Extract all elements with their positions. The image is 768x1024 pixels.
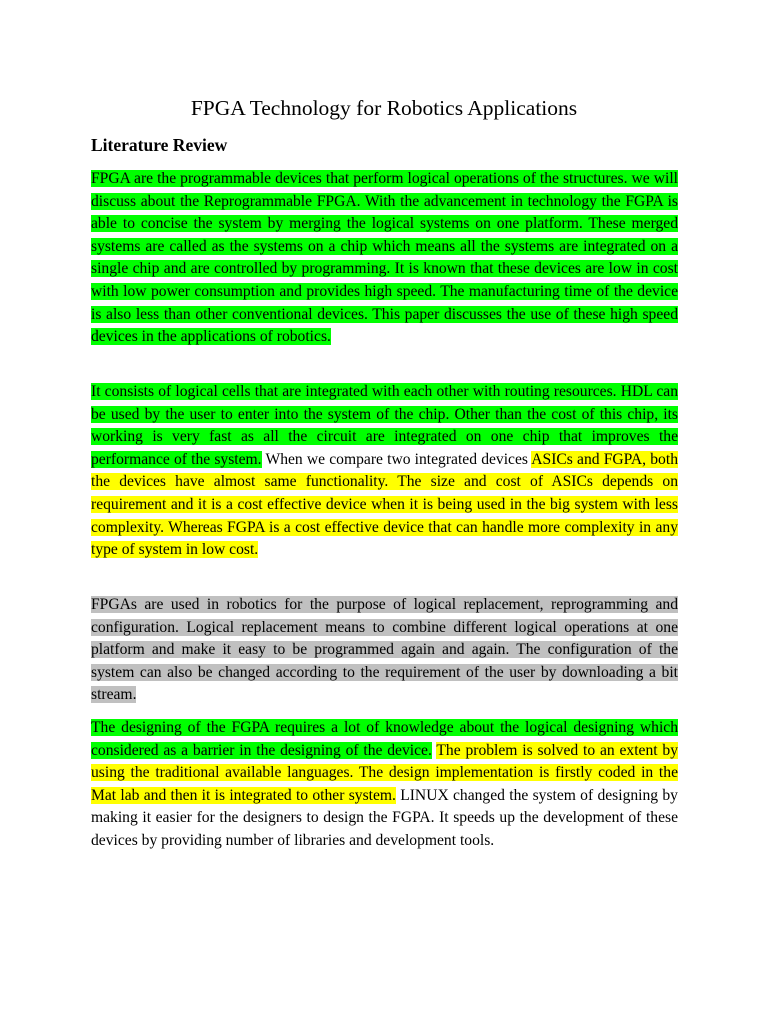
paragraph-2-segment-3: ASICs and FGPA, both the devices have almost same functionality. The size and cost of ASICs depends on requirement and it is a cost effective device when it is being used in the big system with less complexity. Whereas FGPA is a cost effective device that can handle more complexity in any type of system in low cost. (91, 450, 678, 559)
paragraph-3-segment-1: FPGAs are used in robotics for the purpose of logical replacement, reprogramming and configuration. Logical replacement means to combine different logical operations at one platform and make it easy to be programmed again and again. The configuration of the system can also be changed according to the requirement of the user by downloading a bit stream. (91, 596, 678, 704)
paragraph-1 (91, 168, 678, 349)
document-title: FPGA Technology for Robotics Applications (190, 96, 578, 120)
paragraph-4 (91, 717, 678, 853)
paragraph-4-segment-4: LINUX changed the system of designing by making it easier for the designers to design the FGPA. It speeds up the development of these devices by providing number of libraries and development tools. (91, 786, 678, 849)
paragraph-2 (91, 381, 678, 562)
paragraph-4-segment-1: The designing of the FGPA requires a lot of knowledge about the logical designing which considered as a barrier in the designing of the device. (91, 719, 678, 759)
paragraph-3 (91, 594, 678, 707)
paragraph-2-segment-1: It consists of logical cells that are integrated with each other with routing resources. HDL can be used by the user to enter into the system of the chip. Other than the cost of this chip, its working is very fast as all the circuit are integrated on one chip that improves the performance of the system. (91, 383, 678, 468)
paragraph-1-segment-1: FPGA are the programmable devices that perform logical operations of the structures. we will discuss about the Reprogrammable FPGA. With the advancement in technology the FGPA is able to concise the system by merging the logical systems on one platform. These merged systems are called as the systems on a chip which means all the systems are integrated on a single chip and are controlled by programming. It is known that these devices are low in cost with low power consumption and provides high speed. The manufacturing time of the device is also less than other conventional devices. This paper discusses the use of these high speed devices in the applications of robotics. (91, 170, 678, 346)
paragraph-4-segment-3: The problem is solved to an extent by using the traditional available languages. The design implementation is firstly coded in the Mat lab and then it is integrated to other system. (91, 741, 678, 804)
paragraph-2-segment-2: When we compare two integrated devices (261, 450, 532, 468)
section-heading: Literature Review (91, 135, 228, 155)
